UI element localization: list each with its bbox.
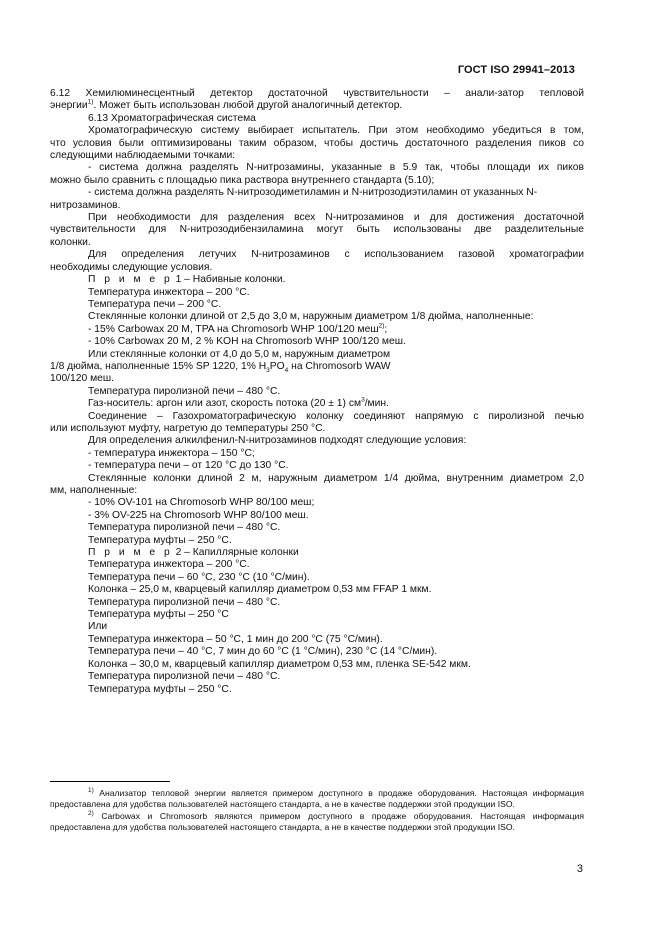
footnote-text: Carbowax и Chromosorb являются примером доступного в продаже оборудования. Настоящая информация предоставлена для удобства пользователей настоящего стандарта, а не в качестве поддержки этой продукции ISO. bbox=[50, 811, 584, 832]
line-text: Температура инжектора – 200 °С. bbox=[88, 286, 250, 298]
text-line bbox=[50, 646, 584, 658]
text-line bbox=[50, 559, 584, 571]
line-text: следующими наблюдаемыми точками: bbox=[50, 150, 236, 162]
footnote bbox=[50, 788, 584, 809]
text-line bbox=[50, 522, 584, 534]
line-text: 6.12 Хемилюминесцентный детектор достаточной чувствительности – анали-затор тепловой bbox=[50, 88, 584, 99]
line-text: энергии bbox=[50, 100, 88, 112]
text-line bbox=[50, 262, 584, 274]
text-line bbox=[50, 671, 584, 683]
text-line bbox=[50, 411, 584, 423]
text-line bbox=[50, 162, 584, 174]
text-line bbox=[50, 535, 584, 547]
text-line bbox=[50, 100, 584, 112]
text-line bbox=[50, 336, 584, 348]
text-line bbox=[50, 200, 584, 212]
footnote-reference[interactable]: 3 bbox=[361, 396, 365, 404]
line-text: - система должна разделять N-нитрозамины, указанные в 5.9 так, чтобы площади их пиков bbox=[88, 162, 584, 174]
text-line bbox=[50, 349, 584, 361]
line-text: необходимы следующие условия. bbox=[50, 261, 213, 273]
footnote bbox=[50, 811, 584, 832]
footnote-divider bbox=[50, 781, 170, 782]
text-line bbox=[50, 175, 584, 187]
document-body bbox=[50, 88, 584, 696]
line-text: Температура пиролизной печи – 480 °С. bbox=[88, 385, 281, 397]
text-line bbox=[50, 150, 584, 162]
text-line bbox=[50, 324, 584, 336]
line-text: мм, наполненные: bbox=[50, 485, 138, 496]
footnote-mark: 1) bbox=[88, 787, 94, 795]
line-text: Для определения алкилфенил-N-нитрозаминов подходят следующие условия: bbox=[88, 435, 467, 447]
line-text: Хроматографическую систему выбирает испытатель. При этом необходимо убедиться в том, bbox=[88, 125, 584, 137]
line-text: Газ-носитель: аргон или азот, скорость потока (20 ± 1) см bbox=[88, 398, 362, 410]
text-line bbox=[50, 361, 584, 373]
text-line bbox=[50, 684, 584, 696]
text-line bbox=[50, 497, 584, 509]
text-line bbox=[50, 485, 584, 497]
line-text: Температура пиролизной печи – 480 °С. bbox=[88, 671, 281, 683]
line-text-tail: /мин. bbox=[364, 398, 389, 410]
text-line bbox=[50, 311, 584, 323]
line-text: Стеклянные колонки длиной от 2,5 до 3,0 м, наружным диаметром 1/8 дюйма, наполненные: bbox=[88, 311, 534, 323]
line-text: Температура печи – 40 °С, 7 мин до 60 °С (1 °С/мин), 230 °С (14 °С/мин). bbox=[88, 646, 438, 658]
line-text: Температура инжектора – 50 °С, 1 мин до 200 °С (75 °С/мин). bbox=[88, 633, 383, 645]
text-line bbox=[50, 113, 584, 125]
line-text: нитрозаминов. bbox=[50, 199, 121, 211]
example-label: П р и м е р bbox=[88, 274, 173, 286]
subscript: 3 bbox=[266, 366, 270, 374]
footnote-reference[interactable]: 1) bbox=[87, 98, 94, 106]
line-text: Температура печи – 200 °С. bbox=[88, 298, 222, 310]
text-line bbox=[50, 287, 584, 299]
line-text: Температура пиролизной печи – 480 °С. bbox=[88, 522, 281, 534]
text-line bbox=[50, 88, 584, 100]
line-text: - 3% OV-225 на Chromosorb WHP 80/100 меш. bbox=[88, 509, 309, 521]
line-text: Температура муфты – 250 °С. bbox=[88, 534, 232, 546]
example-label: П р и м е р bbox=[88, 547, 173, 559]
line-text: Температура муфты – 250 °С. bbox=[88, 683, 232, 695]
line-text: 2 – Капиллярные колонки bbox=[172, 547, 299, 559]
line-text: - 10% Carbowax 20 M, 2 % KOH на Chromosorb WHP 100/120 меш. bbox=[88, 336, 406, 348]
line-text: Или bbox=[88, 621, 108, 633]
line-text: Для определения летучих N-нитрозаминов с использованием газовой хроматографии bbox=[88, 249, 584, 261]
line-text: чувствительности для N-нитрозодибензиламина могут быть использованы две разделительные bbox=[50, 224, 584, 236]
text-line bbox=[50, 460, 584, 472]
line-text: колонки. bbox=[50, 236, 91, 248]
text-line bbox=[50, 473, 584, 485]
formula-part: PO bbox=[269, 360, 285, 372]
footnotes-section bbox=[50, 788, 584, 834]
text-line bbox=[50, 373, 584, 385]
line-text: Температура печи – 60 °С, 230 °С (10 °С/мин). bbox=[88, 571, 310, 583]
text-line bbox=[50, 634, 584, 646]
text-line bbox=[50, 621, 584, 633]
line-text-tail: . Может быть использован любой другой аналогичный детектор. bbox=[93, 100, 403, 112]
line-text: Стеклянные колонки длиной 2 м, наружным диаметром 1/4 дюйма, внутренним диаметром 2,0 bbox=[88, 472, 584, 484]
text-line bbox=[50, 138, 584, 150]
line-text: Или стеклянные колонки от 4,0 до 5,0 м, наружным диаметром bbox=[88, 348, 391, 360]
document-id-header: ГОСТ ISO 29941–2013 bbox=[457, 64, 575, 76]
text-line bbox=[50, 435, 584, 447]
line-text: Температура пиролизной печи – 480 °С. bbox=[88, 596, 281, 608]
line-text-tail: на Chromosorb WAW bbox=[288, 360, 391, 372]
text-line bbox=[50, 274, 584, 286]
text-line bbox=[50, 572, 584, 584]
text-line bbox=[50, 609, 584, 621]
text-line bbox=[50, 237, 584, 249]
line-text: 6.13 Хроматографическая система bbox=[88, 112, 256, 124]
text-line bbox=[50, 299, 584, 311]
text-line bbox=[50, 423, 584, 435]
page-number: 3 bbox=[576, 863, 583, 875]
text-line bbox=[50, 448, 584, 460]
line-text-tail: ; bbox=[384, 323, 388, 335]
text-line bbox=[50, 212, 584, 224]
footnote-mark: 2) bbox=[88, 810, 94, 818]
text-line bbox=[50, 510, 584, 522]
text-line bbox=[50, 659, 584, 671]
line-text: - 10% OV-101 на Chromosorb WHP 80/100 меш; bbox=[88, 497, 315, 509]
text-line bbox=[50, 547, 584, 559]
text-line bbox=[50, 187, 584, 199]
line-text: - температура инжектора – 150 °С; bbox=[88, 447, 255, 459]
footnote-reference[interactable]: 2) bbox=[378, 322, 385, 330]
line-text: Температура муфты – 250 °С bbox=[88, 609, 229, 621]
text-line bbox=[50, 224, 584, 236]
line-text: 1/8 дюйма, наполненные 15% SP 1220, 1% H bbox=[50, 360, 267, 372]
line-text: - система должна разделять N-нитрозодиметиламин и N-нитрозодиэтиламин от указанных N- bbox=[88, 187, 538, 199]
line-text: или используют муфту, нагретую до температуры 250 °С. bbox=[50, 422, 326, 434]
line-text: 1 – Набивные колонки. bbox=[172, 274, 286, 286]
line-text: - 15% Carbowax 20 M, TPA на Chromosorb WHP 100/120 меш bbox=[88, 323, 379, 335]
line-text: 100/120 меш. bbox=[50, 373, 115, 385]
line-text: что условия были оптимизированы таким образом, чтобы достичь достаточного разделения пиков со bbox=[50, 137, 584, 149]
text-line bbox=[50, 386, 584, 398]
footnote-text: Анализатор тепловой энергии является примером доступного в продаже оборудования. Настоящая информация предоставлена для удобства пользователей настоящего стандарта, а не в качестве поддержки этой продукции ISO. bbox=[50, 788, 584, 809]
line-text: - температура печи – от 120 °С до 130 °С. bbox=[88, 460, 289, 472]
line-text: Соединение – Газохроматографическую колонку соединяют напрямую с пиролизной печью bbox=[88, 410, 584, 422]
line-text: Колонка – 30,0 м, кварцевый капилляр диаметром 0,53 мм, пленка SE-542 мкм. bbox=[88, 658, 471, 670]
text-line bbox=[50, 249, 584, 261]
subscript: 4 bbox=[284, 366, 289, 374]
text-line bbox=[50, 597, 584, 609]
line-text: При необходимости для разделения всех N-нитрозаминов и для достижения достаточной bbox=[88, 212, 584, 224]
text-line bbox=[50, 398, 584, 410]
line-text: Колонка – 25,0 м, кварцевый капилляр диаметром 0,53 мм FFAP 1 мкм. bbox=[88, 584, 432, 596]
line-text: Температура инжектора – 200 °С. bbox=[88, 559, 250, 571]
text-line bbox=[50, 584, 584, 596]
text-line bbox=[50, 125, 584, 137]
line-text: можно было сравнить с площадью пика раствора внутреннего стандарта (5.10); bbox=[50, 174, 435, 186]
